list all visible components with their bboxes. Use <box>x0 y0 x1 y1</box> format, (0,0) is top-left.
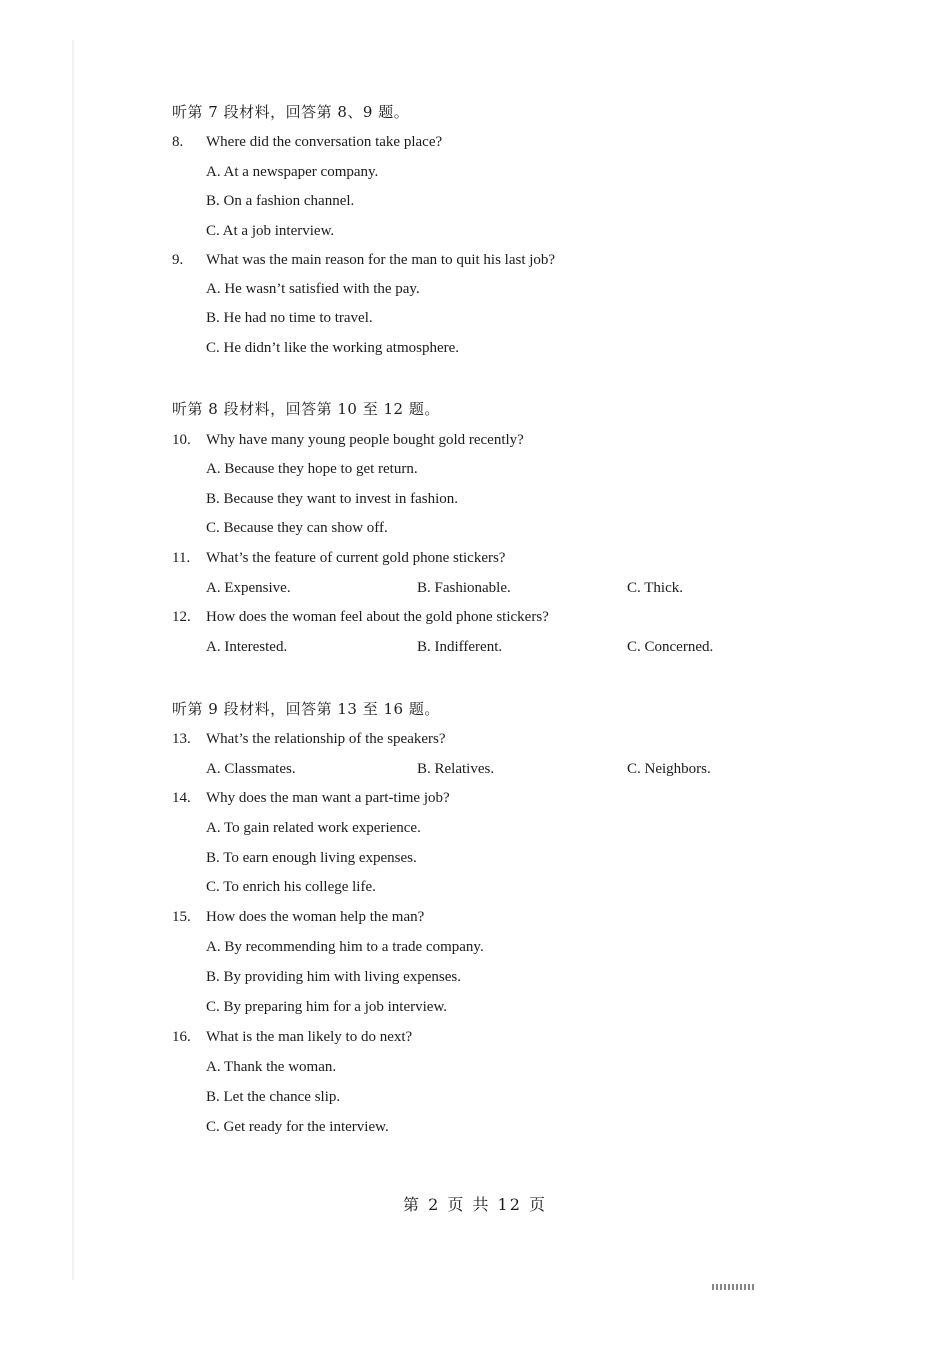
question-number: 14. <box>172 790 191 806</box>
question-number: 15. <box>172 909 191 925</box>
question-14 <box>172 790 450 807</box>
question-12 <box>172 609 549 626</box>
option-13b: B. Relatives. <box>417 761 495 777</box>
option-9c: C. He didn’t like the working atmosphere. <box>206 340 460 356</box>
option-14c: C. To enrich his college life. <box>206 879 376 895</box>
option-8a: A. At a newspaper company. <box>206 164 379 180</box>
section-heading-9: 听第 9 段材料，回答第 13 至 16 题。 <box>172 700 440 718</box>
section-heading-7: 听第 7 段材料，回答第 8、9 题。 <box>172 103 410 121</box>
option-12b: B. Indifferent. <box>417 639 503 655</box>
option-11a: A. Expensive. <box>206 580 291 596</box>
question-text: Where did the conversation take place? <box>206 134 443 150</box>
question-text: Why have many young people bought gold recently? <box>206 432 524 448</box>
option-16c: C. Get ready for the interview. <box>206 1119 389 1135</box>
page-number-footer: 第 2 页 共 12 页 <box>403 1195 547 1214</box>
question-text: What was the main reason for the man to quit his last job? <box>206 252 556 268</box>
option-9a: A. He wasn’t satisfied with the pay. <box>206 281 420 297</box>
question-13 <box>172 731 446 748</box>
question-10 <box>172 432 524 449</box>
question-number: 13. <box>172 731 191 747</box>
question-11 <box>172 550 505 567</box>
question-text: What’s the feature of current gold phone stickers? <box>206 550 506 566</box>
question-15 <box>172 909 424 926</box>
option-12c: C. Concerned. <box>627 639 714 655</box>
option-10b: B. Because they want to invest in fashion. <box>206 491 459 507</box>
option-15c: C. By preparing him for a job interview. <box>206 999 448 1015</box>
option-13a: A. Classmates. <box>206 761 296 777</box>
question-text: What is the man likely to do next? <box>206 1029 413 1045</box>
question-8 <box>172 134 442 151</box>
option-11c: C. Thick. <box>627 580 683 596</box>
option-8c: C. At a job interview. <box>206 223 335 239</box>
option-15a: A. By recommending him to a trade company. <box>206 939 484 955</box>
option-16b: B. Let the chance slip. <box>206 1089 341 1105</box>
question-number: 8. <box>172 134 184 150</box>
question-9 <box>172 252 555 269</box>
option-15b: B. By providing him with living expenses. <box>206 969 461 985</box>
option-10a: A. Because they hope to get return. <box>206 461 418 477</box>
option-13c: C. Neighbors. <box>627 761 711 777</box>
scan-mark <box>712 1284 756 1290</box>
option-9b: B. He had no time to travel. <box>206 310 373 326</box>
option-14b: B. To earn enough living expenses. <box>206 850 417 866</box>
question-number: 11. <box>172 550 191 566</box>
question-number: 10. <box>172 432 191 448</box>
option-8b: B. On a fashion channel. <box>206 193 355 209</box>
question-text: How does the woman feel about the gold phone stickers? <box>206 609 549 625</box>
option-10c: C. Because they can show off. <box>206 520 388 536</box>
question-text: How does the woman help the man? <box>206 909 425 925</box>
section-heading-8: 听第 8 段材料，回答第 10 至 12 题。 <box>172 400 440 418</box>
question-16 <box>172 1029 412 1046</box>
question-text: What’s the relationship of the speakers? <box>206 731 446 747</box>
page-edge <box>72 40 74 1280</box>
question-number: 12. <box>172 609 191 625</box>
option-16a: A. Thank the woman. <box>206 1059 337 1075</box>
option-11b: B. Fashionable. <box>417 580 511 596</box>
option-14a: A. To gain related work experience. <box>206 820 421 836</box>
question-text: Why does the man want a part-time job? <box>206 790 450 806</box>
option-12a: A. Interested. <box>206 639 288 655</box>
question-number: 16. <box>172 1029 191 1045</box>
question-number: 9. <box>172 252 184 268</box>
